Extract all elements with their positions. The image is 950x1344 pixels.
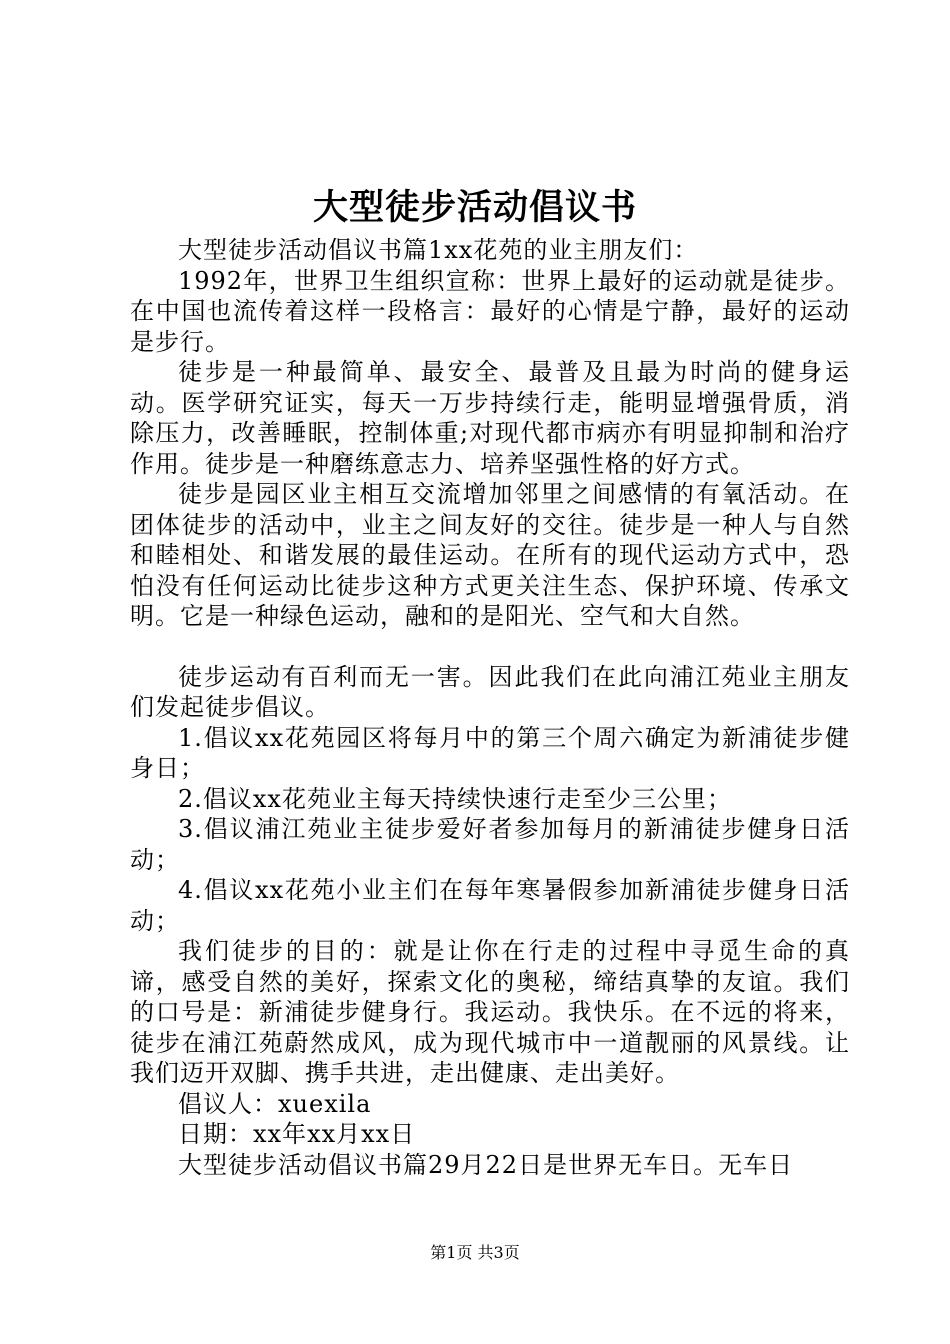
body-paragraph: 徒步是一种最简单、最安全、最普及且最为时尚的健身运动。医学研究证实，每天一万步持续行走，能明显增强骨质，消除压力，改善睡眠，控制体重;对现代都市病亦有明显抑制和治疗作用。徒步是一种磨练意志力、培养坚强性格的好方式。	[130, 358, 850, 478]
signature-line: 倡议人：xuexila	[178, 1089, 372, 1118]
date-line: 日期：xx年xx月xx日	[178, 1120, 416, 1148]
body-paragraph: 徒步是园区业主相互交流增加邻里之间感情的有氧活动。在团体徒步的活动中，业主之间友好的交往。徒步是一种人与自然和睦相处、和谐发展的最佳运动。在所有的现代运动方式中，恐怕没有任何运动比徒步这种方式更关注生态、保护环境、传承文明。它是一种绿色运动，融和的是阳光、空气和大自然。	[130, 480, 850, 630]
proposal-item: 4.倡议xx花苑小业主们在每年寒暑假参加新浦徒步健身日活动；	[130, 876, 850, 935]
document-body	[130, 235, 850, 1180]
page-number-footer: 第1页 共3页	[430, 1243, 520, 1262]
body-paragraph: 大型徒步活动倡议书篇29月22日是世界无车日。无车日	[178, 1150, 794, 1179]
body-paragraph: 徒步运动有百利而无一害。因此我们在此向浦江苑业主朋友们发起徒步倡议。	[130, 662, 850, 721]
proposal-item: 2.倡议xx花苑业主每天持续快速行走至少三公里；	[178, 784, 732, 813]
salutation-paragraph: 大型徒步活动倡议书篇1xx花苑的业主朋友们：	[178, 236, 699, 264]
document-title: 大型徒步活动倡议书	[312, 187, 637, 228]
body-paragraph: 1992年，世界卫生组织宣称：世界上最好的运动就是徒步。在中国也流传着这样一段格言：最好的心情是宁静，最好的运动是步行。	[130, 266, 850, 356]
proposal-item: 3.倡议浦江苑业主徒步爱好者参加每月的新浦徒步健身日活动；	[130, 815, 850, 874]
body-paragraph: 我们徒步的目的：就是让你在行走的过程中寻觅生命的真谛，感受自然的美好，探索文化的奥秘，缔结真挚的友谊。我们的口号是：新浦徒步健身行。我运动。我快乐。在不远的将来，徒步在浦江苑蔚然成风，成为现代城市中一道靓丽的风景线。让我们迈开双脚、携手共进，走出健康、走出美好。	[130, 937, 850, 1087]
proposal-item: 1.倡议xx花苑园区将每月中的第三个周六确定为新浦徒步健身日；	[130, 723, 850, 782]
